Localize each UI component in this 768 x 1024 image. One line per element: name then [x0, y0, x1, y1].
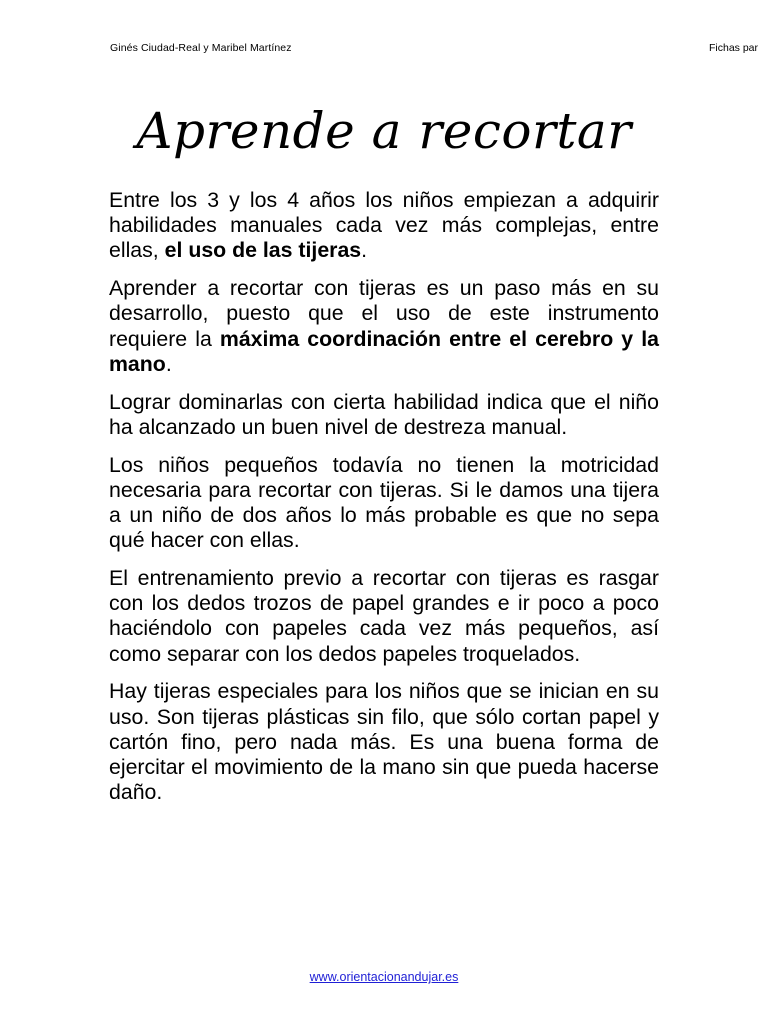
paragraph-5: El entrenamiento previo a recortar con tijeras es rasgar con los dedos trozos de papel grandes e ir poco a poco haciéndolo con papeles cada vez más pequeños, así como separar con los dedos papeles troquelados. — [109, 566, 659, 666]
paragraph-2 — [109, 276, 659, 377]
paragraph-6: Hay tijeras especiales para los niños que se inician en su uso. Son tijeras plásticas sin filo, que sólo cortan papel y cartón fino, pero nada más. Es una buena forma de ejercitar el movimiento de la mano sin que pueda hacerse daño. — [109, 679, 659, 805]
paragraph-1-bold: el uso de las tijeras — [164, 238, 362, 263]
page-title: Aprende a recortar — [136, 102, 632, 160]
paragraph-4: Los niños pequeños todavía no tienen la motricidad necesaria para recortar con tijeras. Si le damos una tijera a un niño de dos años lo más probable es que no sepa qué hacer con ellas. — [109, 452, 659, 553]
header-authors: Ginés Ciudad-Real y Maribel Martínez — [110, 42, 292, 54]
footer-website-link[interactable]: www.orientacionandujar.es — [309, 970, 459, 984]
paragraph-2-text: Aprender a recortar con tijeras es un paso más en su desarrollo, puesto que el uso de este instrumento requiere la — [109, 276, 659, 351]
footer — [0, 970, 768, 984]
paragraph-3: Lograr dominarlas con cierta habilidad indica que el niño ha alcanzado un buen nivel de destreza manual. — [109, 389, 659, 439]
body-content — [109, 188, 659, 818]
paragraph-2-bold: máxima coordinación entre el cerebro y la mano — [109, 326, 660, 376]
paragraph-2-end: . — [165, 351, 172, 376]
header-right-text: Fichas par — [709, 42, 759, 54]
paragraph-1-end: . — [361, 238, 368, 263]
paragraph-1-text: Entre los 3 y los 4 años los niños empiezan a adquirir habilidades manuales cada vez más complejas, entre ellas, — [109, 188, 659, 263]
paragraph-1 — [109, 188, 659, 264]
